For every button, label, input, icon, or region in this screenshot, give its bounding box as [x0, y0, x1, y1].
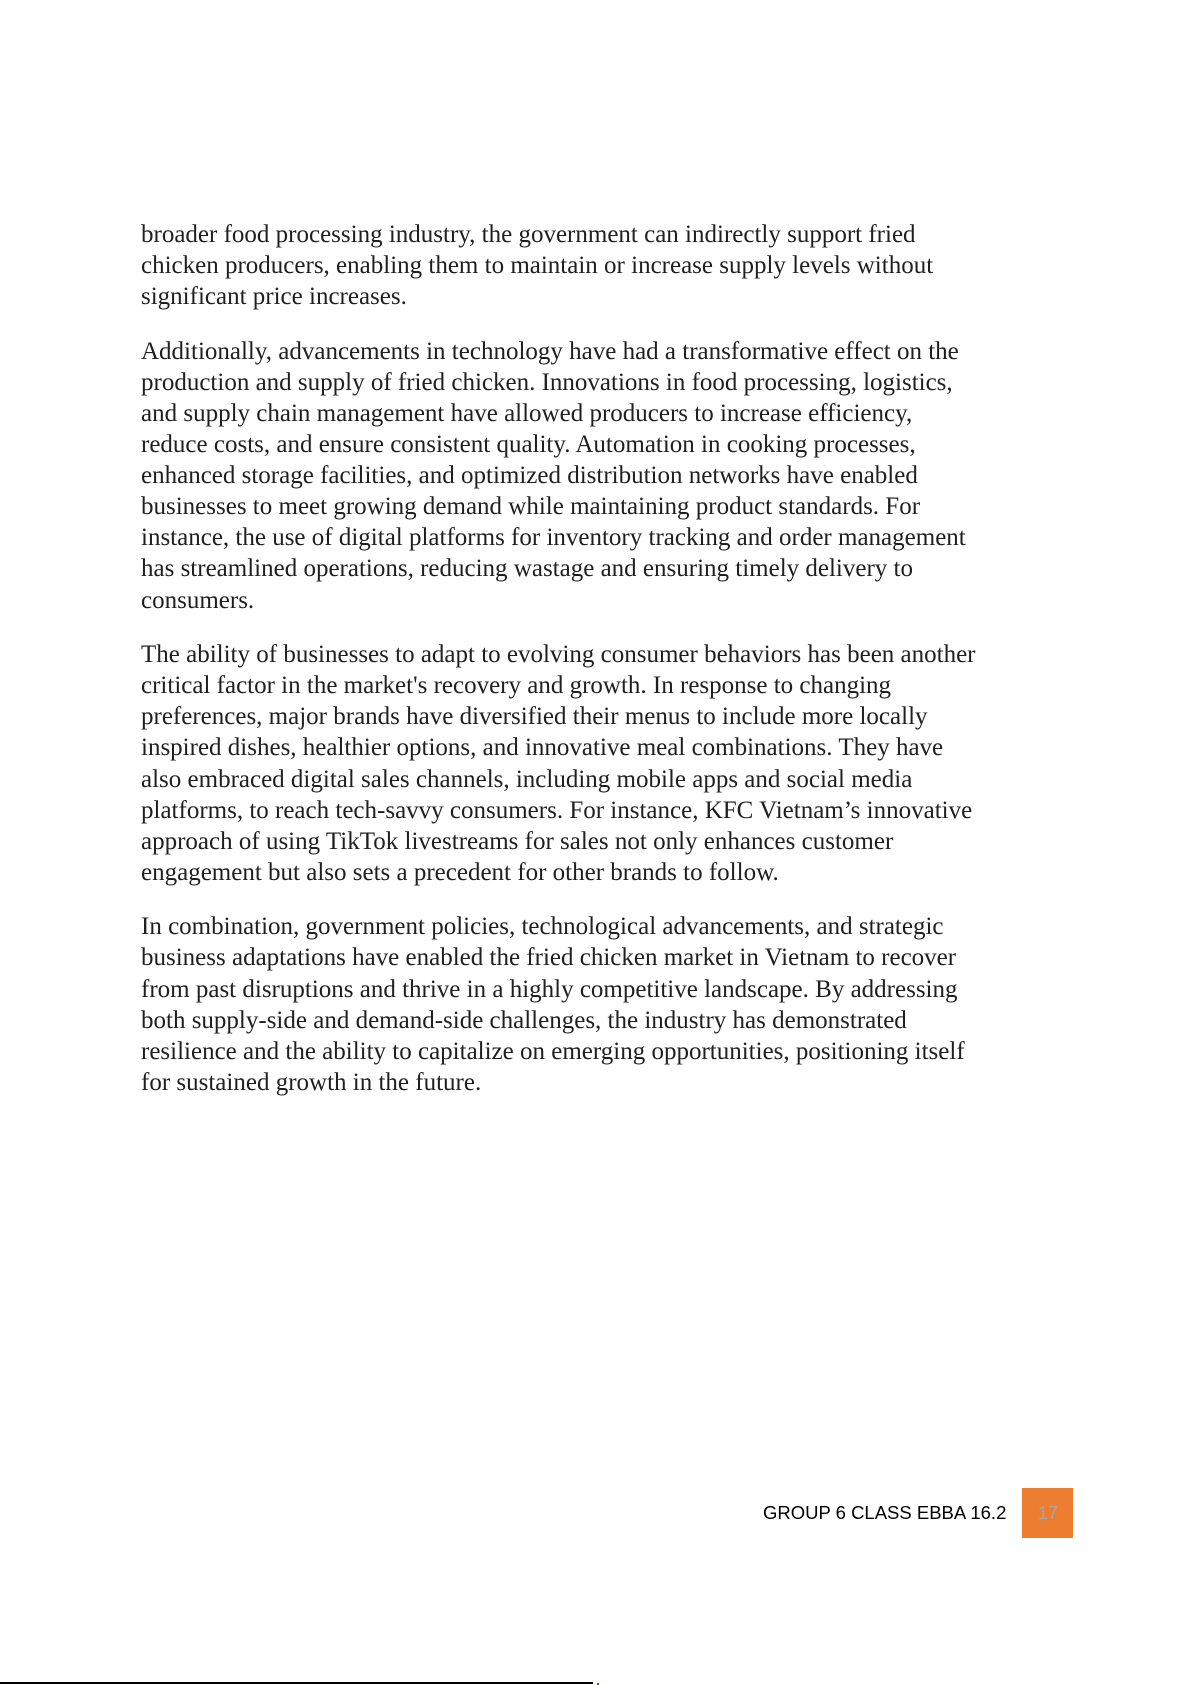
text-line: inspired dishes, healthier options, and innovative meal combinations. They have — [141, 734, 944, 762]
text-line: In combination, government policies, technological advancements, and strategic — [141, 913, 944, 941]
text-line: critical factor in the market's recovery and growth. In response to changing — [141, 672, 892, 700]
body-text — [141, 219, 1056, 1121]
text-line: from past disruptions and thrive in a highly competitive landscape. By addressing — [141, 975, 958, 1003]
text-line: consumers. — [141, 586, 255, 614]
text-line: businesses to meet growing demand while maintaining product standards. For — [141, 493, 921, 521]
text-line: both supply-side and demand-side challenges, the industry has demonstrated — [141, 1006, 907, 1034]
text-line: and supply chain management have allowed producers to increase efficiency, — [141, 399, 913, 427]
text-line: The ability of businesses to adapt to evolving consumer behaviors has been another — [141, 641, 976, 669]
text-line: instance, the use of digital platforms for inventory tracking and order management — [141, 524, 966, 552]
text-line: resilience and the ability to capitalize on emerging opportunities, positioning itself — [141, 1037, 965, 1065]
text-line: enhanced storage facilities, and optimized distribution networks have enabled — [141, 462, 918, 490]
footer-group-label: GROUP 6 CLASS EBBA 16.2 — [763, 1502, 1007, 1523]
page-number: 17 — [1037, 1502, 1058, 1523]
paragraph-4 — [141, 911, 1056, 1098]
bottom-divider — [0, 1682, 593, 1684]
text-line: significant price increases. — [141, 283, 407, 311]
text-line: production and supply of fried chicken. Innovations in food processing, logistics, — [141, 368, 953, 396]
text-line: preferences, major brands have diversified their menus to include more locally — [141, 703, 928, 731]
page-footer — [740, 1488, 1073, 1538]
text-line: business adaptations have enabled the fried chicken market in Vietnam to recover — [141, 944, 957, 972]
page-number-badge — [1022, 1488, 1073, 1538]
text-line: chicken producers, enabling them to maintain or increase supply levels without — [141, 252, 934, 280]
text-line: approach of using TikTok livestreams for sales not only enhances customer — [141, 827, 894, 855]
paragraph-1 — [141, 219, 1056, 312]
paragraph-3 — [141, 639, 1056, 888]
text-line: for sustained growth in the future. — [141, 1068, 482, 1096]
text-line: has streamlined operations, reducing wastage and ensuring timely delivery to — [141, 555, 913, 583]
text-line: engagement but also sets a precedent for other brands to follow. — [141, 858, 779, 886]
text-line: reduce costs, and ensure consistent quality. Automation in cooking processes, — [141, 431, 916, 459]
text-line: Additionally, advancements in technology have had a transformative effect on the — [141, 337, 959, 365]
text-line: broader food processing industry, the government can indirectly support fried — [141, 221, 916, 248]
paragraph-2 — [141, 336, 1056, 616]
text-line: platforms, to reach tech-savvy consumers. For instance, KFC Vietnam’s innovative — [141, 796, 973, 824]
text-line: also embraced digital sales channels, including mobile apps and social media — [141, 765, 913, 793]
